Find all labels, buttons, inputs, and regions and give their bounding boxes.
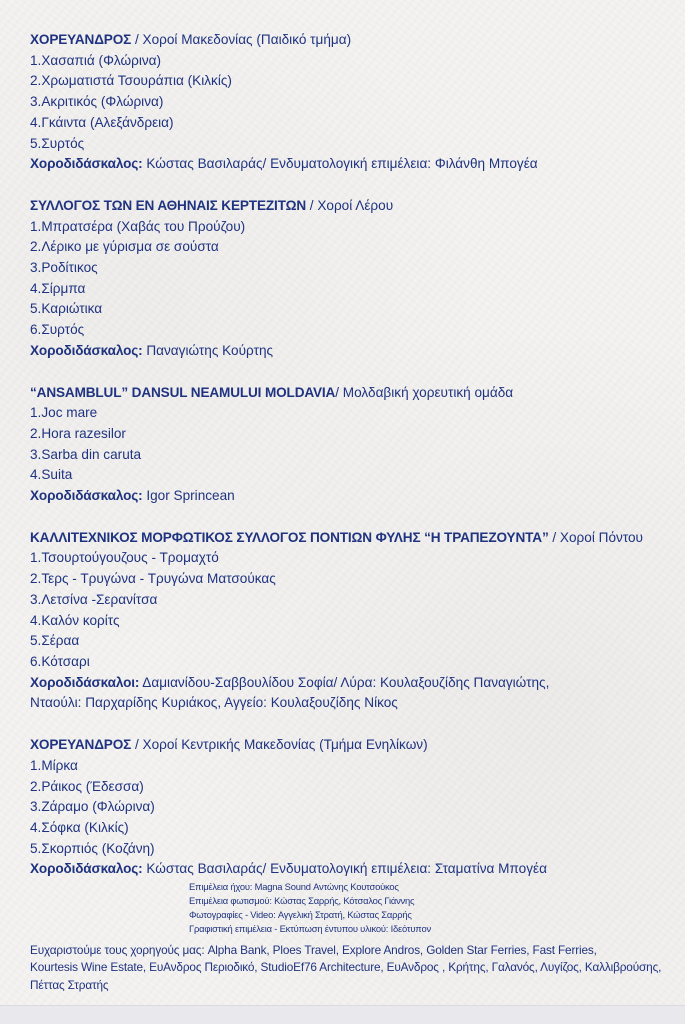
program-section [30,196,670,362]
dance-region: / Χοροί Πόντου [548,529,643,545]
dance-item: 2.Hora razesilor [30,425,126,441]
director-line [30,341,670,362]
section-title [30,383,670,404]
dance-item: 4.Καλόν κορίτς [30,612,120,628]
director-line [30,154,670,175]
sponsors-line: Πέττας Στρατής [30,977,109,992]
dance-item: 5.Συρτός [30,135,85,151]
group-name: “ANSAMBLUL” DANSUL NEAMULUI MOLDAVIA [30,384,336,400]
dance-item: 5.Καριώτικα [30,301,103,317]
credit-line: Επιμέλεια ήχου: Magna Sound Αντώνης Κουτσούκος [189,881,399,892]
dance-item: 6.Κότσαρι [30,653,90,669]
dance-item: 6.Συρτός [30,322,85,338]
credit-line: Φωτογραφίες - Video: Αγγελική Στρατή, Κώστας Σαρρής [189,909,412,921]
group-name: ΣΥΛΛΟΓΟΣ ΤΩΝ ΕΝ ΑΘΗΝΑΙΣ ΚΕΡΤΕΖΙΤΩΝ [30,197,306,213]
sponsors-line: Ευχαριστούμε τους χορηγούς μας: Alpha Bank, Ploes Travel, Explore Andros, Golden Star Ferries, Fast Ferries, [30,943,597,957]
dance-item: 3.Ακριτικός (Φλώρινα) [30,94,164,110]
dance-item: 2.Λέρικο με γύρισμα σε σούστα [30,239,219,255]
dance-item: 2.Χρωματιστά Τσουράπια (Κιλκίς) [30,73,232,89]
dance-item: 4.Γκάιντα (Αλεξάνδρεια) [30,114,174,130]
director-label: Χοροδιδάσκαλοι: [30,674,140,690]
dance-item: 1.Χασαπιά (Φλώρινα) [30,52,162,68]
program-section [30,383,670,507]
dance-item: 5.Σέραα [30,633,80,649]
dance-region: / Χοροί Μακεδονίας (Παιδικό τμήμα) [131,32,352,47]
section-title [30,196,670,217]
dance-item: 3.Sarba din caruta [30,446,142,462]
dance-item: 4.Σόφκα (Κιλκίς) [30,819,129,835]
production-credits [189,880,431,936]
dance-item: 1.Τσουρτούγουζους - Τρομαχτό [30,550,219,566]
dance-item: 5.Σκορπιός (Κοζάνη) [30,840,155,856]
director-text: Δαμιανίδου-Σαββουλίδου Σοφία/ Λύρα: Κουλαξουζίδης Παναγιώτης, [139,674,550,690]
sponsors-thanks [30,942,670,994]
dance-region: / Χοροί Κεντρικής Μακεδονίας (Τμήμα Ενηλίκων) [131,737,428,753]
director-label: Χοροδιδάσκαλος: [30,861,143,877]
sponsors-line: Kourtesis Wine Estate, ΕυΑνδρος Περιοδικό, StudioEf76 Architecture, ΕυΑνδρος , Κρήτης, Γαλανός, Λυγίζος, Καλλιβρούσης, [30,960,662,975]
group-name: ΧΟΡΕΥΑΝΔΡΟΣ [30,737,132,753]
section-title [30,735,670,756]
credit-line: Επιμέλεια φωτισμού: Κώστας Σαρρής, Κότσαλος Γιάννης [189,895,415,907]
director-label: Χοροδιδάσκαλος: [30,156,143,172]
director-line [30,673,670,694]
dance-item: 3.Ζάραμο (Φλώρινα) [30,799,155,815]
dance-item: 4.Suita [30,467,73,483]
director-text: Παναγιώτης Κούρτης [142,342,274,358]
section-title [30,528,670,549]
director-line [30,486,670,507]
program-section [30,735,670,880]
section-title [30,30,670,51]
dance-item: 4.Σίρμπα [30,280,86,296]
dance-item: 1.Μίρκα [30,757,78,773]
bottom-bar [0,1005,685,1024]
director-label: Χοροδιδάσκαλος: [30,342,143,358]
director-line [30,859,670,880]
director-label: Χοροδιδάσκαλος: [30,488,143,504]
credit-line: Γραφιστική επιμέλεια - Εκτύπωση έντυπου υλικού: Ιδεότυπον [189,923,431,935]
dance-item: 3.Ροδίτικος [30,260,98,276]
director-text: Κώστας Βασιλαράς/ Ενδυματολογική επιμέλεια: Φιλάνθη Μπογέα [142,156,538,172]
dance-item: 2.Ράικος (Έδεσσα) [30,778,144,794]
group-name: ΧΟΡΕΥΑΝΔΡΟΣ [30,32,132,47]
dance-item: 3.Λετσίνα -Σερανίτσα [30,591,158,607]
group-name: ΚΑΛΛΙΤΕΧΝΙΚΟΣ ΜΟΡΦΩΤΙΚΟΣ ΣΥΛΛΟΓΟΣ ΠΟΝΤΙΩΝ ΦΥΛΗΣ “Η ΤΡΑΠΕΖΟΥΝΤΑ” [30,529,549,545]
director-text: Κώστας Βασιλαράς/ Ενδυματολογική επιμέλεια: Σταματίνα Μπογέα [142,861,547,877]
dance-item: 1.Joc mare [30,405,98,421]
dance-item: 2.Τερς - Τρυγώνα - Τρυγώνα Ματσούκας [30,571,276,587]
director-line-continued: Νταούλι: Παρχαρίδης Κυριάκος, Αγγείο: Κουλαξουζίδης Νίκος [30,695,398,711]
director-text: Igor Sprincean [142,488,235,504]
program-section [30,30,670,175]
dance-region: / Μολδαβική χορευτική ομάδα [335,384,514,400]
dance-item: 1.Μπρατσέρα (Χαβάς του Προύζου) [30,218,246,234]
program-section [30,528,670,714]
dance-region: / Χοροί Λέρου [305,197,394,213]
program-list [30,30,670,901]
